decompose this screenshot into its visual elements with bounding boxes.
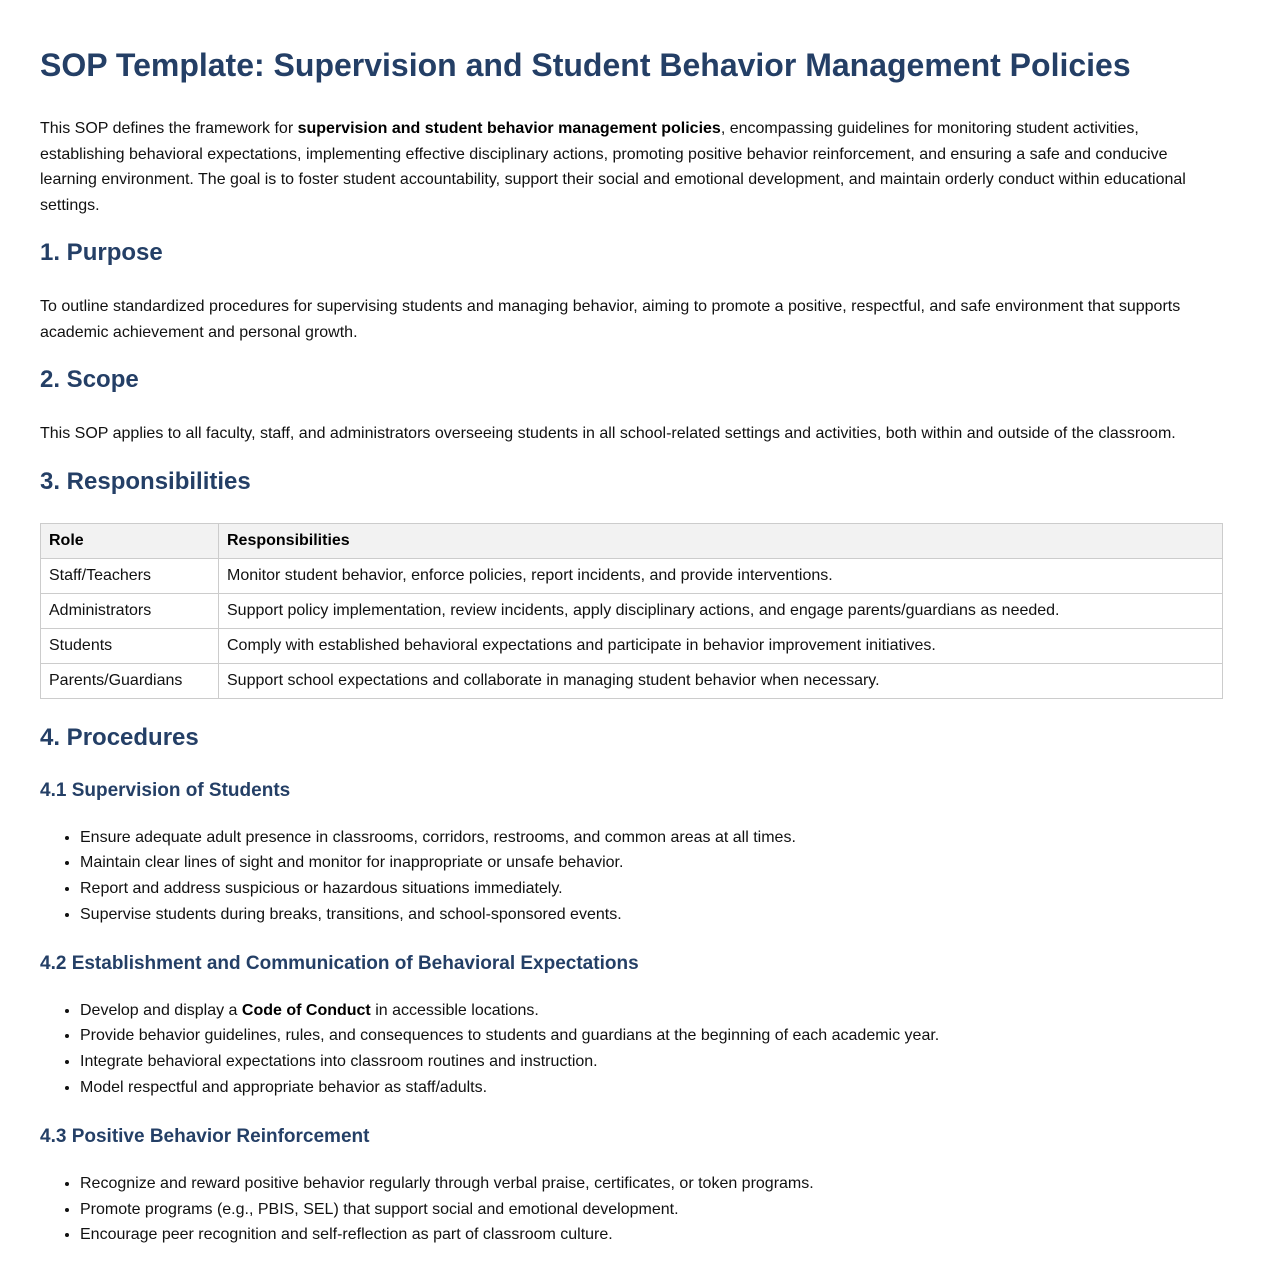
intro-text-end: , encompassing guidelines for monitoring student activities, establishing behavioral expectations, implementing effective disciplinary actions, promoting positive behavior reinforcement, and ensuring a safe and conducive learning environment. The goal is to foster student accountability, support their social and emotional development, and maintain orderly conduct within educational settings. [40,120,1186,214]
list-item: • Provide behavior guidelines, rules, and consequences to students and guardians at the beginning of each academic year. [80,1023,1223,1049]
list-item: • Model respectful and appropriate behavior as staff/adults. [80,1075,1223,1101]
list-item-text-start: Develop and display a [80,1001,242,1019]
list-item: • Recognize and reward positive behavior regularly through verbal praise, certificates, or token programs. [80,1171,1223,1197]
responsibilities-table [40,523,1223,699]
intro-paragraph [40,116,1223,218]
list-item: • Encourage peer recognition and self-reflection as part of classroom culture. [80,1222,1223,1248]
list-item-text-end: in accessible locations. [370,1001,539,1019]
role-cell: Administrators [41,593,219,628]
scope-text: This SOP applies to all faculty, staff, and administrators overseeing students in all school-related settings and activities, both within and outside of the classroom. [40,425,1176,442]
purpose-heading: 1. Purpose [40,239,163,266]
table-row [41,593,1223,628]
code-of-conduct-bold: Code of Conduct [241,1001,371,1019]
reinforcement-heading: 4.3 Positive Behavior Reinforcement [40,1125,370,1147]
procedures-heading: 4. Procedures [40,723,199,751]
responsibility-cell: Comply with established behavioral expectations and participate in behavior improvement initiatives. [219,628,1223,663]
list-item: • Ensure adequate adult presence in classrooms, corridors, restrooms, and common areas at all times. [80,825,1223,851]
list-item: • Supervise students during breaks, transitions, and school-sponsored events. [80,902,1223,928]
list-item: • Maintain clear lines of sight and monitor for inappropriate or unsafe behavior. [80,850,1223,876]
role-cell: Staff/Teachers [41,558,219,593]
responsibilities-heading: 3. Responsibilities [40,467,251,495]
role-cell: Parents/Guardians [41,663,219,698]
column-header-role: Role [41,523,219,558]
list-item: • Report and address suspicious or hazardous situations immediately. [80,876,1223,902]
intro-text-start: This SOP defines the framework for [40,120,298,137]
reinforcement-list [40,1171,1223,1248]
column-header-responsibilities: Responsibilities [219,523,1223,558]
supervision-list [40,825,1223,928]
list-item [80,998,1223,1024]
role-cell: Students [41,628,219,663]
expectations-heading: 4.2 Establishment and Communication of Behavioral Expectations [40,952,639,974]
responsibility-cell: Support policy implementation, review incidents, apply disciplinary actions, and engage parents/guardians as needed. [219,593,1223,628]
page-title: SOP Template: Supervision and Student Behavior Management Policies [40,47,1131,83]
intro-bold-text: supervision and student behavior management policies [297,120,721,137]
expectations-list [40,998,1223,1101]
table-row [41,663,1223,698]
responsibility-cell: Monitor student behavior, enforce policies, report incidents, and provide interventions. [219,558,1223,593]
scope-heading: 2. Scope [40,366,139,393]
table-header-row [41,523,1223,558]
list-item: • Promote programs (e.g., PBIS, SEL) that support social and emotional development. [80,1197,1223,1223]
supervision-heading: 4.1 Supervision of Students [40,779,291,801]
purpose-text: To outline standardized procedures for supervising students and managing behavior, aiming to promote a positive, respectful, and safe environment that supports academic achievement and personal growth. [40,298,1181,341]
table-row [41,558,1223,593]
responsibility-cell: Support school expectations and collaborate in managing student behavior when necessary. [219,663,1223,698]
list-item: • Integrate behavioral expectations into classroom routines and instruction. [80,1049,1223,1075]
table-row [41,628,1223,663]
